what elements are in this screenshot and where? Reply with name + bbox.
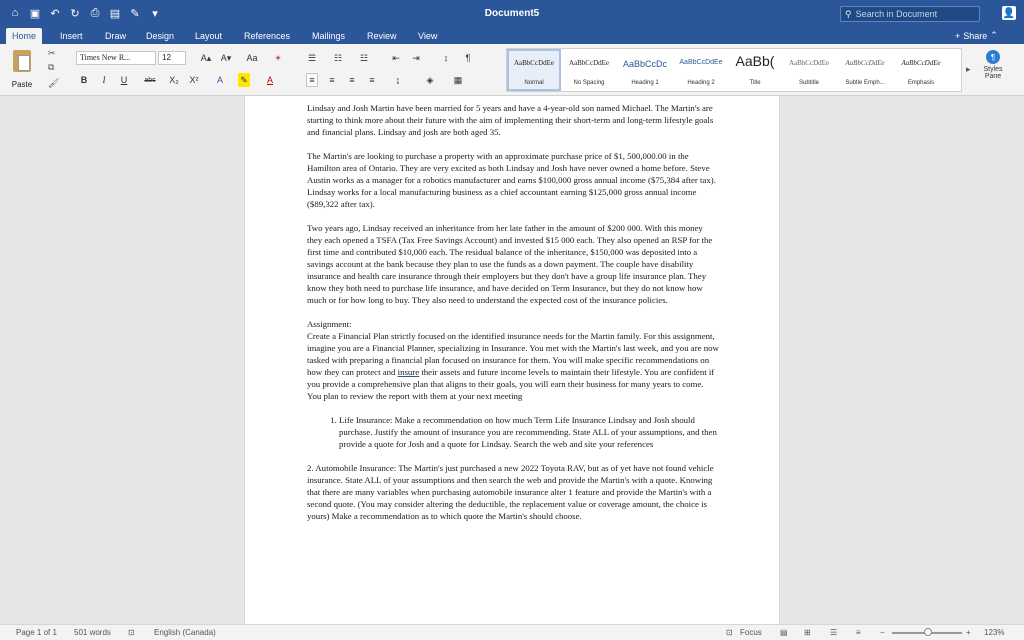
- page-count[interactable]: Page 1 of 1: [16, 628, 57, 637]
- share-button[interactable]: [955, 30, 998, 41]
- save-icon[interactable]: ▣: [29, 7, 41, 20]
- styles-gallery: [506, 48, 962, 92]
- tab-insert[interactable]: Insert: [60, 31, 83, 41]
- style-heading-2[interactable]: [673, 49, 729, 91]
- status-bar: [0, 624, 1024, 640]
- style-name: Emphasis: [907, 80, 935, 86]
- tab-view[interactable]: View: [418, 31, 438, 41]
- style-name: Title: [749, 80, 761, 86]
- paragraph-text: Create a Financial Plan strictly focused on the identified insurance needs for the Martin family. For this assignment, imagine you are a Financial Planner, specializing in Insurance. You met with the Martin's last week, and you are now tasked with preparing a financial plan focused on insurance for them. You will make specific recommendations on how they can protect and: [307, 331, 719, 377]
- style-subtle-emphasis[interactable]: [837, 49, 893, 91]
- strikethrough-button[interactable]: abc: [144, 76, 156, 84]
- print-icon[interactable]: ⎙: [90, 6, 100, 19]
- undo-icon[interactable]: ↶: [50, 7, 60, 20]
- format-painter-icon[interactable]: 🖌: [48, 78, 60, 88]
- paragraph-text: their assets and future income levels to maintain their lifestyle. You are confident if you provide a comprehensive plan that aligns to their goals, you will earn their business for many years to come. You plan to review the report with them at your next meeting: [307, 367, 715, 401]
- justify-button[interactable]: ≡: [369, 75, 375, 85]
- decrease-indent-button[interactable]: ⇤: [392, 52, 400, 63]
- style-title[interactable]: [729, 49, 781, 91]
- underline-button[interactable]: U: [120, 75, 128, 85]
- style-sample: AaBbCcDdEe: [845, 59, 885, 67]
- title-bar: [0, 0, 1024, 28]
- bullets-button[interactable]: ☰: [307, 52, 317, 63]
- sort-button[interactable]: ↕: [443, 53, 449, 63]
- tab-draw[interactable]: Draw: [105, 31, 127, 41]
- template-icon[interactable]: ▤: [109, 7, 121, 20]
- style-sample: AaBb(: [735, 53, 775, 69]
- text-effects-button[interactable]: A: [216, 75, 223, 85]
- italic-button[interactable]: I: [102, 75, 106, 85]
- align-right-button[interactable]: ≡: [349, 75, 355, 85]
- draft-view-icon[interactable]: ≡: [856, 628, 861, 637]
- paragraph: Lindsay and Josh Martin have been married for 5 years and have a 4-year-old son named Michael. The Martin's are starting to think more about their future with the aim of implementing their short-term and long-term lifestyle goals and financial plans. Lindsay and josh are both aged 35.: [307, 103, 714, 137]
- subscript-button[interactable]: X₂: [169, 75, 179, 85]
- zoom-slider-thumb[interactable]: [924, 628, 932, 636]
- line-spacing-button[interactable]: ↨: [395, 75, 401, 85]
- account-icon[interactable]: 👤: [1002, 7, 1016, 19]
- ribbon-tabs: [0, 28, 1024, 44]
- paste-button[interactable]: [6, 48, 38, 92]
- paragraph: The Martin's are looking to purchase a property with an approximate purchase price of $1, 500,000.00 in the Hamilton area of Ontario. They are very excited as both Lindsay and Josh have never owned a home before. Steve Austin works as a manager for a robotics manufacturer and earns $100,000 gross annual income ($75,384 after tax). Lindsay works for a local manufacturing business as a chief accountant earning $125,000 gross annual income ($89,322 after tax).: [307, 151, 716, 209]
- numbering-button[interactable]: ☷: [333, 52, 343, 63]
- numbered-list: [323, 414, 719, 450]
- search-icon: ⚲: [845, 8, 852, 19]
- zoom-level[interactable]: 123%: [984, 628, 1005, 637]
- customize-chevron-icon[interactable]: ▾: [152, 7, 158, 20]
- home-icon[interactable]: ⌂: [11, 7, 19, 19]
- tab-home[interactable]: Home: [6, 28, 42, 44]
- web-layout-icon[interactable]: ⊞: [804, 628, 811, 637]
- style-sample: AaBbCcDdEe: [901, 59, 941, 67]
- outline-view-icon[interactable]: ☰: [830, 628, 838, 637]
- clear-formatting-button[interactable]: ✦: [274, 52, 282, 63]
- document-area[interactable]: [0, 96, 1024, 624]
- redo-icon[interactable]: ↻: [70, 7, 80, 20]
- font-name-field[interactable]: Times New R...: [76, 51, 156, 65]
- focus-label[interactable]: Focus: [740, 628, 762, 637]
- paste-label: Paste: [11, 80, 33, 89]
- spelling-flagged-word[interactable]: insure: [397, 367, 420, 377]
- show-formatting-button[interactable]: ¶: [465, 53, 471, 63]
- style-name: Heading 1: [631, 80, 659, 86]
- change-case-button[interactable]: Aa: [246, 53, 258, 63]
- style-name: No Spacing: [573, 80, 605, 86]
- ribbon-home: [0, 44, 1024, 96]
- style-name: Normal: [524, 80, 544, 86]
- style-sample: AaBbCcDdEe: [568, 59, 610, 67]
- list-item: 1. Life Insurance: Make a recommendation on how much Term Life Insurance Lindsay and Josh should purchase. Justify the amount of insurance you are recommending. State ALL of your assumptions, and then provide a quote for Josh and a quote for Lindsay. Search the web and site your references: [339, 414, 719, 450]
- tab-review[interactable]: Review: [367, 31, 397, 41]
- share-label: Share: [963, 30, 988, 41]
- print-layout-icon[interactable]: ▤: [780, 628, 788, 637]
- language[interactable]: English (Canada): [154, 628, 216, 637]
- align-left-button[interactable]: ≡: [306, 73, 318, 87]
- paragraph: Two years ago, Lindsay received an inheritance from her late father in the amount of $200 000. With this money they each opened a TSFA (Tax Free Savings Account) and invested $15 000 each. They also opened an RSP for the first time and contributed $10,000 each. The residual balance of the inheritance, $150,000 was deposited into a savings account at the bank because they plan to use the funds as a down payment. The couple have disability insurance and health care insurance through their employers but they don't have a group life insurance plan. They know they both need to purchase life insurance, and have decided on Term Insurance, but they do not know how much or for how long to buy. They also need to understand the expected cost of the insurance policies.: [307, 223, 713, 305]
- style-subtitle[interactable]: [781, 49, 837, 91]
- multilevel-list-button[interactable]: ☳: [359, 52, 369, 63]
- word-count[interactable]: 501 words: [74, 628, 111, 637]
- tab-design[interactable]: Design: [146, 31, 175, 41]
- proofing-icon[interactable]: ⊡: [128, 628, 135, 637]
- tab-layout[interactable]: Layout: [195, 31, 223, 41]
- copy-icon[interactable]: ⧉: [48, 62, 55, 72]
- bold-button[interactable]: B: [80, 75, 88, 85]
- paragraph: [307, 330, 719, 402]
- tab-references[interactable]: References: [244, 31, 291, 41]
- zoom-out-icon[interactable]: −: [880, 628, 885, 637]
- styles-more-icon[interactable]: ▸: [966, 64, 971, 74]
- style-sample: AaBbCcDdEe: [513, 59, 555, 67]
- style-name: Heading 2: [687, 80, 715, 86]
- document-title: Document5: [484, 8, 540, 19]
- style-sample: AaBbCcDdEe: [679, 59, 723, 66]
- align-center-button[interactable]: ≡: [329, 75, 335, 85]
- document-body[interactable]: [307, 102, 719, 534]
- styles-pane-button[interactable]: [980, 50, 1006, 80]
- shading-button[interactable]: ◈: [426, 74, 434, 85]
- add-person-icon: +: [955, 30, 961, 41]
- edit-icon[interactable]: ✎: [130, 7, 140, 20]
- style-sample: AaBbCcDc: [622, 59, 667, 69]
- increase-indent-button[interactable]: ⇥: [412, 52, 420, 63]
- highlight-button[interactable]: ✎: [238, 73, 250, 87]
- assignment-heading: Assignment:: [307, 319, 352, 329]
- style-sample: AaBbCcDdEe: [788, 59, 830, 67]
- styles-pane-icon: ¶: [986, 50, 1000, 64]
- styles-pane-label: Styles Pane: [983, 66, 1003, 80]
- tab-mailings[interactable]: Mailings: [312, 31, 346, 41]
- document-page[interactable]: [244, 96, 780, 624]
- zoom-in-icon[interactable]: +: [966, 628, 971, 637]
- collapse-ribbon-icon[interactable]: ⌃: [990, 30, 998, 40]
- shrink-font-button[interactable]: A▾: [220, 52, 232, 63]
- style-name: Subtle Emph...: [845, 80, 885, 86]
- style-no-spacing[interactable]: [561, 49, 617, 91]
- search-input[interactable]: [856, 9, 974, 19]
- style-name: Subtitle: [798, 80, 819, 86]
- search-box[interactable]: [840, 6, 980, 22]
- cut-icon[interactable]: ✂: [48, 48, 56, 58]
- style-heading-1[interactable]: [617, 49, 673, 91]
- style-normal[interactable]: [507, 49, 561, 91]
- borders-button[interactable]: ▦: [453, 74, 463, 85]
- superscript-button[interactable]: X²: [189, 75, 199, 85]
- paragraph: 2. Automobile Insurance: The Martin's just purchased a new 2022 Toyota RAV, but as of yet have not found vehicle insurance. State ALL of your assumptions and then search the web and provide the Martin's with a quote. Knowing that there are many variables when purchasing automobile insurance alter 1 feature and provide the Martin's with a second quote. (You may consider altering the deductible, the replacement value or coverage amount, the choice is yours) Make a recommendation as to which quote the Martin's should choose.: [307, 463, 714, 521]
- font-size-field[interactable]: 12: [158, 51, 186, 65]
- grow-font-button[interactable]: A▴: [200, 52, 212, 63]
- style-emphasis[interactable]: [893, 49, 949, 91]
- font-color-button[interactable]: A: [266, 75, 273, 85]
- clipboard-icon: [13, 50, 31, 72]
- focus-icon[interactable]: ⊡: [726, 628, 733, 637]
